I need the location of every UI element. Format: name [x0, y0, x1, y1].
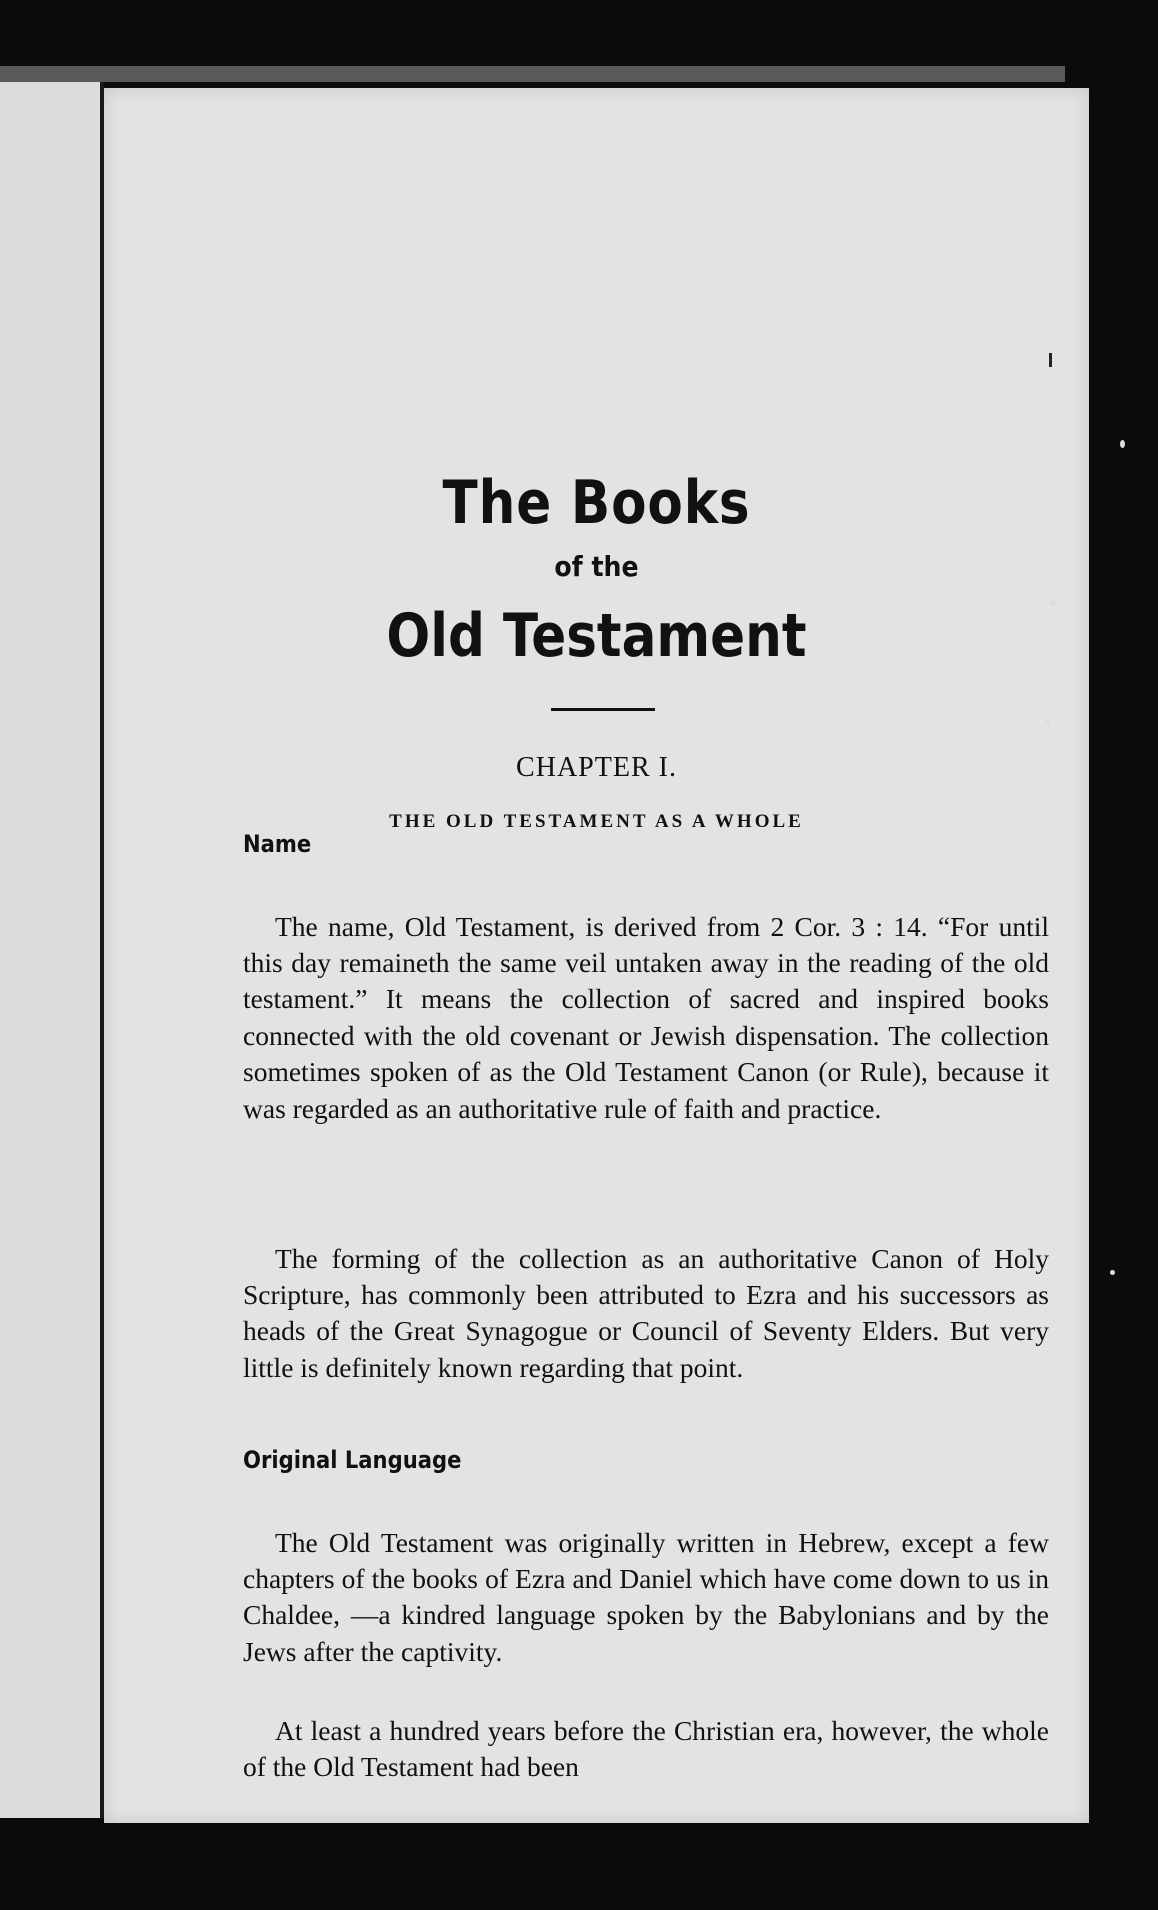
book-page [104, 88, 1089, 1823]
page-mark [1049, 353, 1052, 367]
scan-speck [1050, 600, 1056, 606]
scan-speck [1045, 720, 1050, 725]
title-line-3: Old Testament [386, 601, 807, 671]
paragraph-language-2: At least a hundred years before the Christian era, however, the whole of the Old Testament had been [243, 1714, 1049, 1782]
chapter-heading: CHAPTER I. [516, 752, 677, 783]
page-top-edge [0, 66, 1065, 82]
paragraph-language-1: The Old Testament was originally written in Hebrew, except a few chapters of the books of Ezra and Daniel which have come down to us in Chaldee, —a kindred language spoken by the Babylonians and by the Jews after the captivity. [243, 1526, 1049, 1667]
section-heading-original-language: Original Language [243, 1446, 462, 1474]
paragraph-name-1: The name, Old Testament, is derived from 2 Cor. 3 : 14. “For until this day remaineth the same veil untaken away in the reading of the old testament.” It means the collection of sacred and inspired books connected with the old covenant or Jewish dispensation. The collection sometimes spoken of as the Old Testament Canon (or Rule), because it was regarded as an authoritative rule of faith and practice. [243, 910, 1049, 1124]
chapter-subtitle: THE OLD TESTAMENT AS A WHOLE [389, 811, 804, 832]
previous-page-edge [0, 78, 104, 1818]
title-line-1: The Books [442, 468, 751, 538]
section-heading-name: Name [243, 830, 312, 858]
title-divider [551, 708, 655, 711]
scan-speck [1120, 440, 1125, 448]
paragraph-name-2: The forming of the collection as an authoritative Canon of Holy Scripture, has commonly been attributed to Ezra and his successors as heads of the Great Synagogue or Council of Seventy Elders. But very little is definitely known regarding that point. [243, 1242, 1049, 1383]
title-line-2: of the [554, 550, 639, 583]
scan-speck [1110, 1270, 1115, 1275]
